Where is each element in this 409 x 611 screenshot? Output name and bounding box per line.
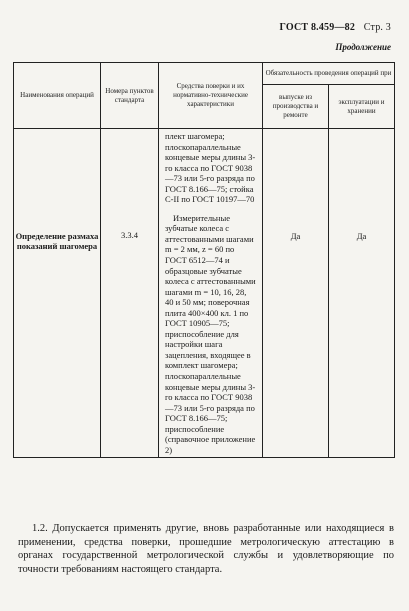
tools-cell	[159, 129, 263, 458]
continuation-label: Продолжение	[335, 42, 391, 52]
header-use: эксплуатации и хранении	[329, 85, 395, 129]
required-release: Да	[263, 129, 329, 458]
operation-name: Определение размаха показаний шагомера	[14, 129, 101, 458]
header-required: Обязательность проведения операций при	[263, 63, 395, 85]
page-number: Стр. 3	[363, 22, 391, 33]
table-row	[14, 129, 395, 458]
standard-number: ГОСТ 8.459—82	[279, 22, 356, 33]
header-release: выпуске из производства и ремонте	[263, 85, 329, 129]
footer-paragraph	[18, 522, 394, 576]
page-header	[280, 22, 391, 33]
tools-paragraph-2: Измерительные зубчатые колеса с аттестованными шагами m = 2 мм, z = 60 по ГОСТ 6512—74 и образцовые зубчатые колеса с аттестованными шагами m = 10, 16, 28, 40 и 50 мм; поверочная плита 400×400 кл. 1 по ГОСТ 10905—75; приспособление для настройки шага зацепления, входящее в комплект шагомера; плоскопараллельные концевые меры длины 3-го класса по ГОСТ 9038—73 или 5-го разряда по ГОСТ 8.166—75; приспособление (справочное приложение 2)	[165, 212, 256, 455]
tools-paragraph-1: плект шагомера; плоскопараллельные концевые меры длины 3-го класса по ГОСТ 9038—73 или 5-го разряда по ГОСТ 8.166—75; стойка С-II по ГОСТ 10197—70	[165, 131, 256, 205]
required-use: Да	[329, 129, 395, 458]
verification-table	[13, 62, 395, 458]
header-tools: Средства поверки и их нормативно-технические характеристики	[159, 63, 263, 129]
header-clause: Номера пунктов стандарта	[101, 63, 159, 129]
header-operation: Наименования операций	[14, 63, 101, 129]
footer-text: 1.2. Допускается применять другие, вновь разработанные или находящиеся в применении, средства поверки, прошедшие метрологическую аттестацию в органах государственной метрологической службы и удовлетворяющие по точности требованиям настоящего стандарта.	[18, 523, 394, 575]
clause-number: 3.3.4	[101, 129, 159, 458]
